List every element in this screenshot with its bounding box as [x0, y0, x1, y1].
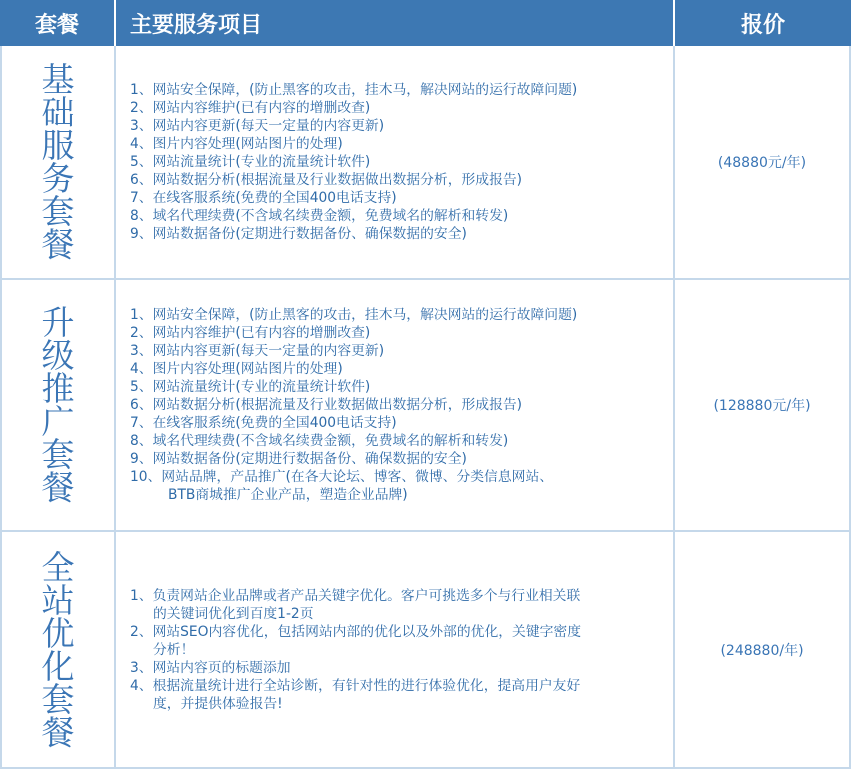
- package-name-cell: [0, 532, 116, 769]
- service-items-cell: [116, 532, 675, 769]
- list-item: 8、域名代理续费(不含域名续费金额，免费域名的解析和转发): [130, 208, 509, 224]
- list-item-continuation: 的关键词优化到百度1-2页: [153, 605, 314, 622]
- list-item-text: 4、根据流量统计进行全站诊断，有针对性的进行体验优化，提高用户友好: [130, 677, 581, 694]
- price-cell: [675, 280, 851, 532]
- list-item: [130, 468, 577, 504]
- package-name-cell: [0, 46, 116, 280]
- list-item-text: 10、网站品牌，产品推广(在各大论坛、博客、微博、分类信息网站、: [130, 469, 554, 485]
- list-item-text: 2、网站SEO内容优化，包括网站内部的优化以及外部的优化，关键字密度: [130, 623, 582, 640]
- header-services: 主要服务项目: [116, 0, 675, 46]
- list-item: 7、在线客服系统(免费的全国400电话支持): [130, 415, 397, 431]
- service-list: [130, 587, 581, 713]
- list-item: [130, 587, 581, 623]
- package-name: 全站优化套餐: [41, 547, 75, 752]
- list-item: 3、网站内容更新(每天一定量的内容更新): [130, 343, 385, 359]
- service-items-cell: [116, 46, 675, 280]
- list-item: 1、网站安全保障，(防止黑客的攻击，挂木马，解决网站的运行故障问题): [130, 82, 578, 98]
- list-item: 4、图片内容处理(网站图片的处理): [130, 136, 343, 152]
- list-item: 6、网站数据分析(根据流量及行业数据做出数据分析，形成报告): [130, 172, 523, 188]
- list-item: 9、网站数据备份(定期进行数据备份、确保数据的安全): [130, 226, 467, 242]
- list-item: 7、在线客服系统(免费的全国400电话支持): [130, 190, 397, 206]
- list-item: 3、网站内容更新(每天一定量的内容更新): [130, 118, 385, 134]
- list-item: [130, 677, 581, 713]
- package-name-cell: [0, 280, 116, 532]
- list-item: [130, 623, 581, 659]
- list-item: 6、网站数据分析(根据流量及行业数据做出数据分析，形成报告): [130, 397, 523, 413]
- service-list: [130, 306, 577, 504]
- price-value: (128880元/年): [713, 398, 811, 414]
- list-item: 8、域名代理续费(不含域名续费金额，免费域名的解析和转发): [130, 433, 509, 449]
- price-value: (48880元/年): [717, 155, 807, 171]
- header-package: 套餐: [0, 0, 116, 46]
- service-list: [130, 81, 577, 243]
- list-item-continuation: 分析！: [153, 641, 195, 658]
- list-item: 9、网站数据备份(定期进行数据备份、确保数据的安全): [130, 451, 467, 467]
- list-item: 5、网站流量统计(专业的流量统计软件): [130, 154, 371, 170]
- package-name: 升级推广套餐: [41, 303, 75, 507]
- list-item-text: 1、负责网站企业品牌或者产品关键字优化。客户可挑选多个与行业相关联: [130, 587, 581, 604]
- price-cell: [675, 532, 851, 769]
- header-price: 报价: [675, 0, 851, 46]
- list-item: 4、图片内容处理(网站图片的处理): [130, 361, 343, 377]
- package-name: 基础服务套餐: [41, 60, 75, 264]
- service-items-cell: [116, 280, 675, 532]
- list-item: 1、网站安全保障，(防止黑客的攻击，挂木马，解决网站的运行故障问题): [130, 307, 578, 323]
- list-item: 2、网站内容维护(已有内容的增删改查): [130, 325, 371, 341]
- list-item: 3、网站内容页的标题添加: [130, 659, 291, 676]
- list-item: 5、网站流量统计(专业的流量统计软件): [130, 379, 371, 395]
- list-item-continuation: 度，并提供体验报告!: [153, 695, 283, 712]
- list-item: 2、网站内容维护(已有内容的增删改查): [130, 100, 371, 116]
- list-item-continuation: BTB商城推广企业产品，塑造企业品牌): [168, 487, 408, 503]
- price-value: (248880/年): [720, 642, 804, 659]
- price-cell: [675, 46, 851, 280]
